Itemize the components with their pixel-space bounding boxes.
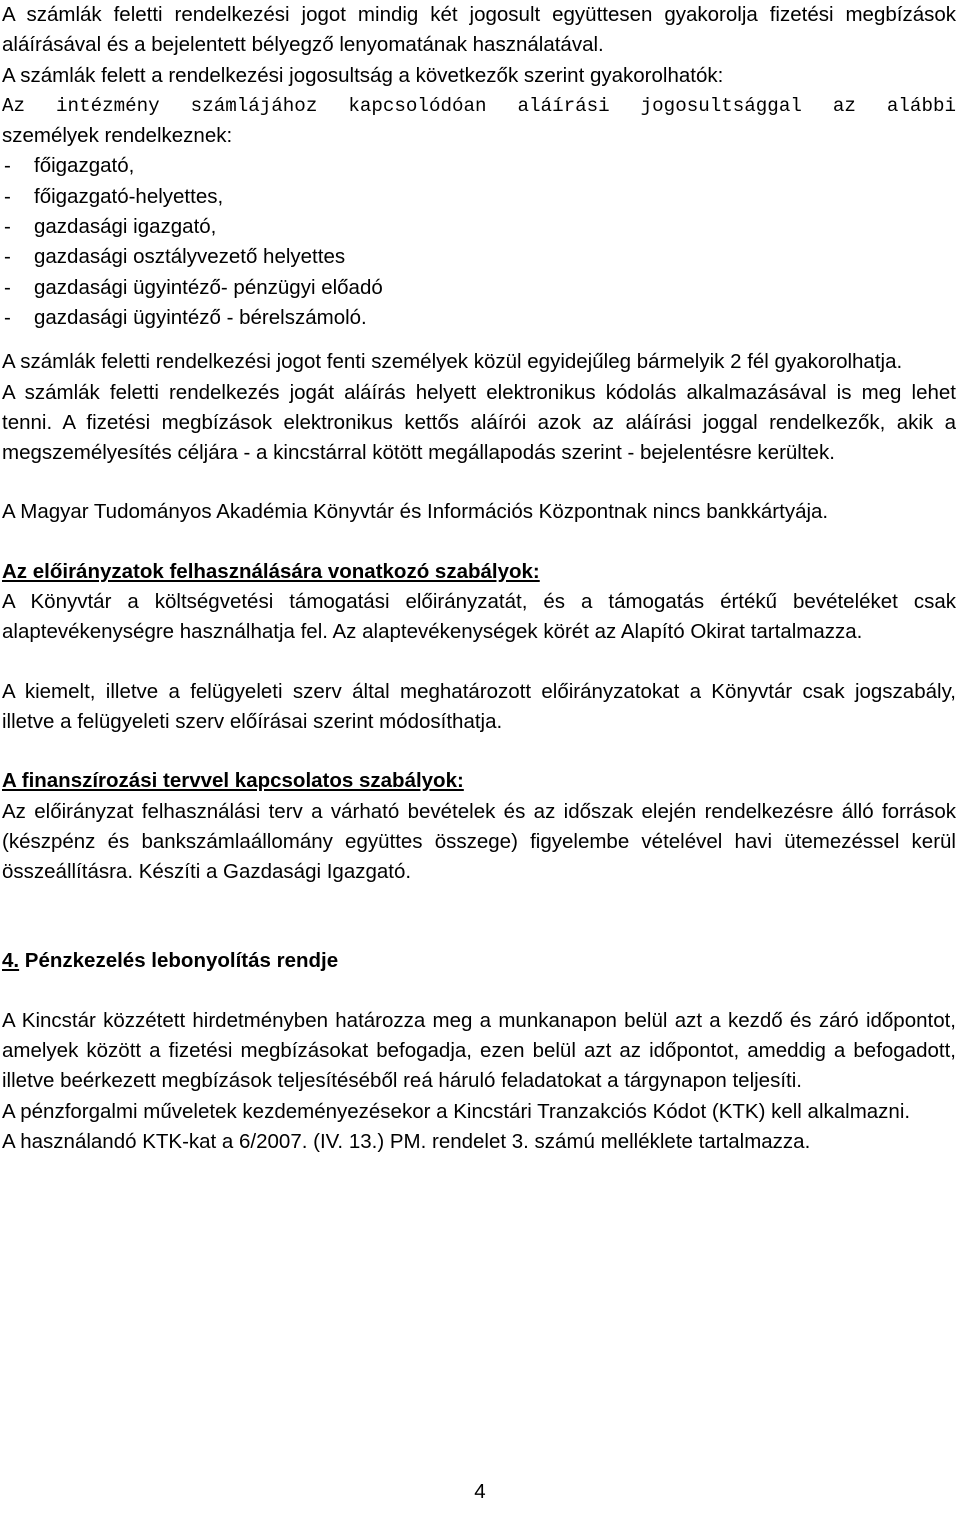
chapter-heading: [2, 946, 956, 976]
spacer: [2, 737, 956, 766]
spacer: [2, 468, 956, 497]
rights-paragraph: A számlák feletti rendelkezési jogot mindig két jogosult együttesen gyakorolja fizetési megbízások aláírásával és a bejelentett bélyegző lenyomatának használatával.: [2, 3, 956, 57]
chapter-number: 4.: [2, 949, 20, 973]
chapter-title: Pénzkezelés lebonyolítás rendje: [19, 949, 339, 973]
modification-paragraph: A kiemelt, illetve a felügyeleti szerv által meghatározott előirányzatokat a Könyvtár csak jogszabály, illetve a felügyeleti szerv előírásai szerint módosíthatja.: [2, 679, 956, 733]
two-person-paragraph: A számlák feletti rendelkezési jogot fenti személyek közül egyidejűleg bármelyik 2 fél gyakorolhatja.: [2, 350, 903, 374]
list-item: - főigazgató,: [4, 154, 135, 178]
list-item: - gazdasági ügyintéző - bérelszámoló.: [4, 305, 367, 329]
list-item: - gazdasági ügyintéző- pénzügyi előadó: [4, 275, 383, 299]
treasury-paragraph: A Kincstár közzétett hirdetményben határozza meg a munkanapon belül azt a kezdő és záró időpontot, amelyek között a fizetési megbízásokat befogadja, ezen belül azt az időpontot, ameddig a befogadott, illetve beérkezett megbízások teljesítéséből reá háruló feladatokat a tárgynapon teljesíti.: [2, 1008, 956, 1093]
page-number: 4: [474, 1480, 486, 1503]
section-heading: Az előirányzatok felhasználására vonatkozó szabályok:: [2, 559, 540, 583]
section-heading: A finanszírozási tervvel kapcsolatos szabályok:: [2, 769, 464, 793]
list-item: - gazdasági osztályvezető helyettes: [4, 245, 346, 269]
no-card-paragraph: A Magyar Tudományos Akadémia Könyvtár és Információs Központnak nincs bankkártyája.: [2, 500, 829, 524]
signatory-intro-line: Az intézmény számlájához kapcsolódóan aláírási jogosultsággal az alábbi: [2, 94, 956, 117]
signatory-intro-line: személyek rendelkeznek:: [2, 124, 233, 148]
ktk-paragraph: A pénzforgalmi műveletek kezdeményezésekor a Kincstári Tranzakciós Kódot (KTK) kell alkalmazni.: [2, 1099, 911, 1123]
signatory-list: [2, 151, 956, 333]
spacer: [2, 333, 956, 347]
spacer: [2, 648, 956, 677]
financing-paragraph: Az előirányzat felhasználási terv a várható bevételek és az időszak elején rendelkezésre álló források (készpénz és bankszámlaállomány együttes összege) figyelembe vételével havi ütemezéssel kerül összeállításra. Készíti a Gazdasági Igazgató.: [2, 799, 956, 884]
spacer: [2, 887, 956, 946]
decree-paragraph: A használandó KTK-kat a 6/2007. (IV. 13.) PM. rendelet 3. számú melléklete tartalmazza.: [2, 1129, 811, 1153]
spacer: [2, 977, 956, 1006]
spacer: [2, 528, 956, 557]
list-item: - gazdasági igazgató,: [4, 215, 217, 239]
appropriations-paragraph: A Könyvtár a költségvetési támogatási előirányzatát, és a támogatás értékű bevételéket csak alaptevékenységre használhatja fel. Az alaptevékenységek körét az Alapító Okirat tartalmazza.: [2, 590, 956, 644]
electronic-paragraph: A számlák feletti rendelkezés jogát aláírás helyett elektronikus kódolás alkalmazásával is meg lehet tenni. A fizetési megbízások elektronikus kettős aláírói azok az aláírási joggal rendelkezők, akik a megszemélyesítés céljára - a kincstárral kötött megállapodás szerint - bejelentésre kerültek.: [2, 380, 956, 465]
list-item: - főigazgató-helyettes,: [4, 184, 224, 208]
exercise-line: A számlák felett a rendelkezési jogosultság a következők szerint gyakorolhatók:: [2, 63, 724, 87]
